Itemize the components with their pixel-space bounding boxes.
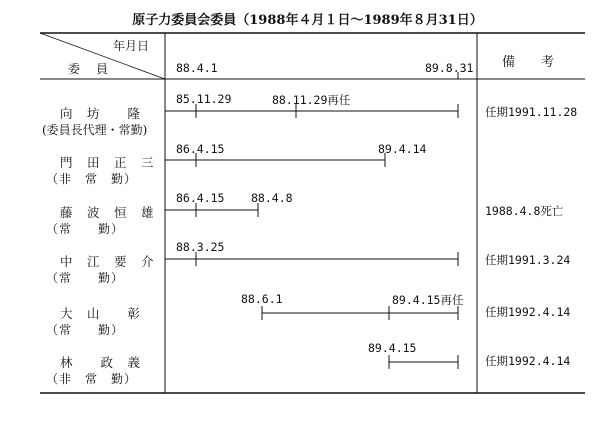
term-date-label: 88.11.29再任 [272, 93, 351, 107]
remarks-header: 備 考 [502, 55, 555, 70]
member-header: 委 員 [68, 62, 111, 76]
term-date-label: 85.11.29 [176, 92, 232, 106]
member-role: (委員長代理・常勤) [42, 123, 148, 137]
member-name: 門 田 正 三 [60, 155, 155, 170]
member-role: （非 常 勤） [46, 172, 138, 186]
term-date-label: 86.4.15 [176, 142, 225, 156]
start-date: 88.4.1 [176, 61, 218, 75]
remark: 任期1992.4.14 [485, 305, 571, 319]
member-name: 中 江 要 介 [60, 254, 155, 269]
member-name: 向 坊 隆 [60, 106, 142, 121]
remark: 1988.4.8死亡 [485, 204, 564, 218]
period-header: 年月日 [113, 39, 150, 53]
member-role: （常 勤） [46, 271, 125, 285]
member-name: 藤 波 恒 雄 [60, 205, 155, 220]
page-title: 原子力委員会委員（1988年４月１日～1989年８月31日） [132, 13, 483, 28]
term-date-label: 89.4.15 [368, 341, 417, 355]
remark: 任期1992.4.14 [485, 354, 571, 368]
term-date-label: 88.4.8 [251, 191, 293, 205]
term-date-label: 88.3.25 [176, 240, 225, 254]
remark: 任期1991.3.24 [485, 253, 571, 267]
term-date-label: 89.4.15再任 [392, 293, 464, 307]
member-name: 林 政 義 [60, 355, 142, 370]
member-role: （常 勤） [46, 323, 125, 337]
member-role: （常 勤） [46, 222, 125, 236]
member-name: 大 山 彰 [60, 306, 142, 321]
term-date-label: 86.4.15 [176, 191, 225, 205]
end-date: 89.8.31 [425, 61, 474, 75]
term-date-label: 89.4.14 [378, 142, 427, 156]
remark: 任期1991.11.28 [485, 105, 578, 119]
member-role: （非 常 勤） [46, 372, 138, 386]
term-date-label: 88.6.1 [241, 292, 283, 306]
